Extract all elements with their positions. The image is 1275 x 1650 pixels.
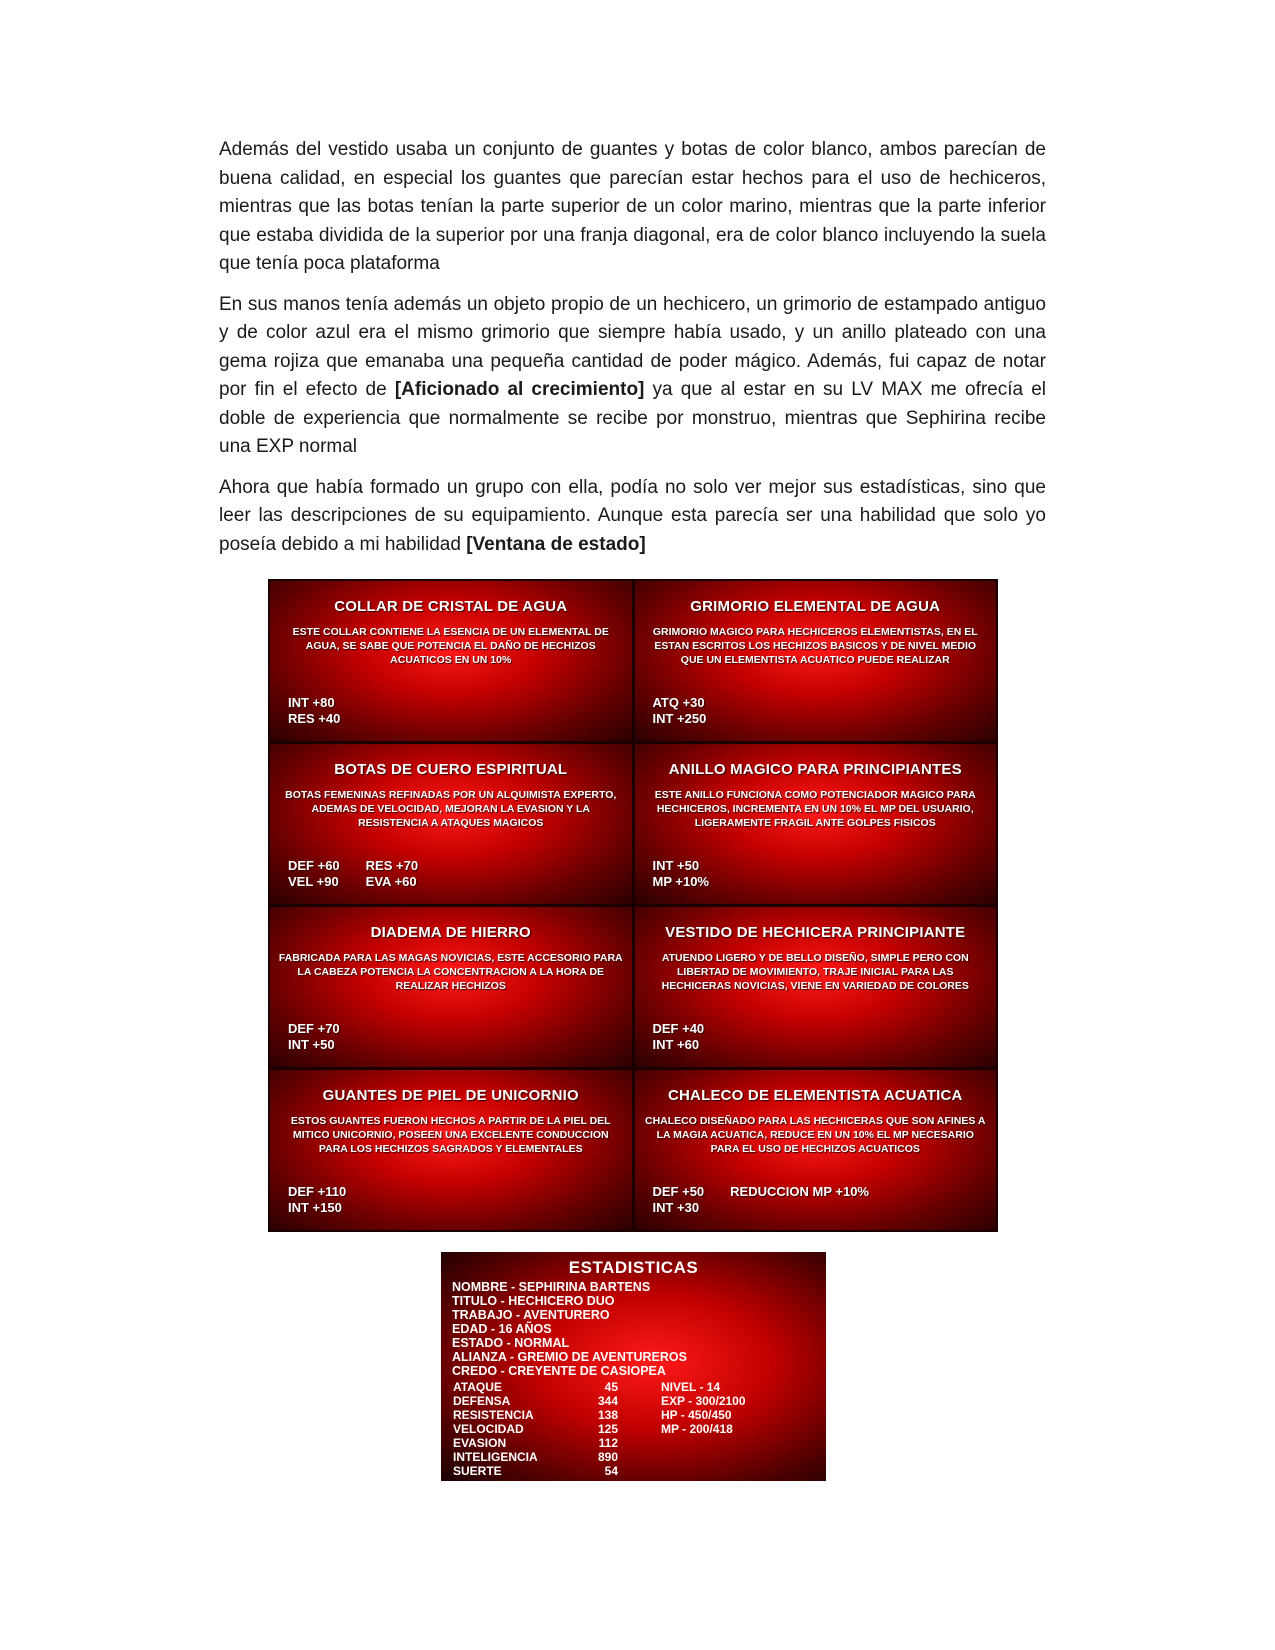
- equipment-title: COLLAR DE CRISTAL DE AGUA: [334, 598, 568, 615]
- equipment-stat: [730, 1200, 869, 1216]
- equipment-description: ESTE COLLAR CONTIENE LA ESENCIA DE UN ELEMENTAL DE AGUA, SE SABE QUE POTENCIA EL DAÑO DE HECHIZOS ACUATICOS EN UN 10%: [292, 626, 609, 666]
- equipment-stats: [653, 858, 710, 890]
- equipment-stat: DEF +70: [288, 1021, 340, 1036]
- equipment-card: [635, 1070, 997, 1230]
- stats-info-line: ESTADO - NORMAL: [452, 1336, 570, 1350]
- equipment-title: CHALECO DE ELEMENTISTA ACUATICA: [667, 1087, 963, 1104]
- paragraph: [219, 136, 1046, 279]
- equipment-stats: [653, 1184, 870, 1216]
- equipment-stat: ATQ +30: [652, 695, 705, 710]
- equipment-stat: DEF +110: [288, 1184, 347, 1199]
- text-run: En sus manos tenía además un objeto propio de un hechicero, un grimorio de estampado antiguo y de color azul era el mismo grimorio que siempre había usado, y un anillo plateado con una gema rojiza que emanaba una pequeña cantidad de poder mágico. Además, fui capaz de notar por fin el efecto de: [219, 293, 1046, 400]
- stats-info-line: EDAD - 16 AÑOS: [452, 1322, 552, 1336]
- stats-attribute-row: [453, 1408, 618, 1422]
- equipment-stat: DEF +40: [652, 1021, 705, 1036]
- equipment-stat: INT +150: [288, 1200, 342, 1215]
- attribute-value: 45: [604, 1380, 618, 1394]
- equipment-description: GRIMORIO MAGICO PARA HECHICEROS ELEMENTISTAS, EN EL ESTAN ESCRITOS LOS HECHIZOS BASICOS Y DE NIVEL MEDIO QUE UN ELEMENTISTA ACUATICO PUEDE REALIZAR: [652, 626, 978, 666]
- attribute-value: 125: [597, 1422, 618, 1436]
- equipment-stat: EVA +60: [365, 874, 417, 889]
- equipment-stats: [288, 1184, 346, 1216]
- stats-info-line: TRABAJO - AVENTURERO: [452, 1308, 610, 1322]
- equipment-title: BOTAS DE CUERO ESPIRITUAL: [334, 761, 568, 778]
- equipment-description: ESTOS GUANTES FUERON HECHOS A PARTIR DE LA PIEL DEL MITICO UNICORNIO, POSEEN UNA EXCELENTE CONDUCCION PARA LOS HECHIZOS SAGRADOS Y ELEMENTALES: [290, 1115, 611, 1155]
- attribute-name: EVASION: [453, 1436, 507, 1450]
- stats-level-line: HP - 450/450: [661, 1408, 732, 1422]
- stats-info-line: CREDO - CREYENTE DE CASIOPEA: [452, 1364, 666, 1378]
- equipment-stat: INT +50: [288, 1037, 335, 1052]
- equipment-stat: RES +40: [288, 711, 341, 726]
- equipment-title: DIADEMA DE HIERRO: [370, 924, 531, 941]
- equipment-card: [635, 744, 997, 904]
- text-run: ya que al estar en su LV MAX me ofrecía el doble de experiencia que normalmente se recibe por monstruo, mientras que Sephirina recibe una EXP normal: [219, 379, 1046, 457]
- stats-title: ESTADISTICAS: [568, 1258, 699, 1277]
- equipment-stat: INT +30: [652, 1200, 700, 1215]
- attribute-name: SUERTE: [453, 1464, 502, 1478]
- attribute-name: DEFENSA: [453, 1394, 511, 1408]
- equipment-stat: RES +70: [365, 858, 419, 873]
- equipment-card: [270, 1070, 632, 1230]
- equipment-title: ANILLO MAGICO PARA PRINCIPIANTES: [668, 761, 962, 778]
- paragraph: [219, 474, 1046, 560]
- stats-panel: [441, 1252, 826, 1481]
- equipment-stat: INT +50: [652, 858, 700, 873]
- equipment-stat: INT +80: [288, 695, 335, 710]
- equipment-title: GUANTES DE PIEL DE UNICORNIO: [322, 1087, 579, 1104]
- equipment-description: BOTAS FEMENINAS REFINADAS POR UN ALQUIMISTA EXPERTO, ADEMAS DE VELOCIDAD, MEJORAN LA EVASION Y LA RESISTENCIA A ATAQUES MAGICOS: [285, 789, 617, 829]
- attribute-value: 112: [598, 1436, 618, 1450]
- attribute-value: 54: [604, 1464, 618, 1478]
- equipment-description: ATUENDO LIGERO Y DE BELLO DISEÑO, SIMPLE PERO CON LIBERTAD DE MOVIMIENTO, TRAJE INICIAL PARA LAS HECHICERAS NOVICIAS, VIENE EN VARIEDAD DE COLORES: [661, 952, 969, 992]
- equipment-stat: DEF +50: [652, 1184, 705, 1199]
- stats-attribute-list: [453, 1380, 618, 1478]
- attribute-name: ATAQUE: [453, 1380, 502, 1394]
- stats-level-line: EXP - 300/2100: [661, 1394, 746, 1408]
- bold-phrase: [Ventana de estado]: [466, 533, 646, 555]
- attribute-value: 138: [597, 1408, 618, 1422]
- stats-attribute-row: [453, 1450, 618, 1464]
- bold-phrase: [Aficionado al crecimiento]: [394, 379, 645, 400]
- stats-attribute-row: [453, 1422, 618, 1436]
- equipment-title: GRIMORIO ELEMENTAL DE AGUA: [690, 598, 941, 615]
- equipment-stats: [653, 1021, 705, 1053]
- equipment-card: [635, 907, 997, 1067]
- equipment-stat: MP +10%: [652, 874, 709, 889]
- equipment-stats: [288, 695, 340, 727]
- equipment-stat: INT +250: [652, 711, 707, 726]
- equipment-stats: [288, 1021, 340, 1053]
- equipment-stat: REDUCCION MP +10%: [730, 1184, 869, 1199]
- equipment-card: [270, 907, 632, 1067]
- equipment-stats: [288, 858, 418, 890]
- equipment-card: [270, 744, 632, 904]
- text-run: Ahora que había formado un grupo con ella, podía no solo ver mejor sus estadísticas, sino que leer las descripciones de su equipamiento. Aunque esta parecía ser una habilidad que solo yo poseía debido a mi habilidad: [219, 476, 1046, 555]
- stats-info-list: [452, 1280, 687, 1378]
- attribute-value: 344: [597, 1394, 618, 1408]
- attribute-name: VELOCIDAD: [453, 1422, 524, 1436]
- equipment-grid: [268, 579, 998, 1232]
- stats-info-line: TITULO - HECHICERO DUO: [452, 1294, 615, 1308]
- equipment-stat: VEL +90: [288, 874, 339, 889]
- equipment-description: ESTE ANILLO FUNCIONA COMO POTENCIADOR MAGICO PARA HECHICEROS, INCREMENTA EN UN 10% EL MP DEL USUARIO, LIGERAMENTE FRAGIL ANTE GOLPES FISICOS: [654, 789, 976, 829]
- equipment-description: CHALECO DISEÑADO PARA LAS HECHICERAS QUE SON AFINES A LA MAGIA ACUATICA, REDUCE EN UN 10% EL MP NECESARIO PARA EL USO DE HECHIZOS ACUATICOS: [645, 1115, 986, 1155]
- stats-attribute-row: [453, 1436, 618, 1450]
- equipment-description: FABRICADA PARA LAS MAGAS NOVICIAS, ESTE ACCESORIO PARA LA CABEZA POTENCIA LA CONCENTRACION A LA HORA DE REALIZAR HECHIZOS: [278, 952, 623, 992]
- equipment-stat: INT +60: [652, 1037, 700, 1052]
- attribute-name: RESISTENCIA: [453, 1408, 534, 1422]
- stats-level-list: [661, 1380, 746, 1436]
- text-run: Además del vestido usaba un conjunto de guantes y botas de color blanco, ambos parecían de buena calidad, en especial los guantes que parecían estar hechos para el uso de hechiceros, mientras que las botas tenían la parte superior de un color marino, mientras que la parte inferior que estaba dividida de la superior por una franja diagonal, era de color blanco incluyendo la suela que tenía poca plataforma: [219, 139, 1046, 274]
- stats-attribute-row: [453, 1394, 618, 1408]
- attribute-value: 890: [597, 1450, 618, 1464]
- stats-info-line: NOMBRE - SEPHIRINA BARTENS: [452, 1280, 651, 1294]
- equipment-stats: [653, 695, 707, 727]
- equipment-card: [635, 581, 997, 741]
- paragraph: [219, 291, 1046, 462]
- stats-info-line: ALIANZA - GREMIO DE AVENTUREROS: [452, 1350, 687, 1364]
- equipment-card: [270, 581, 632, 741]
- stats-level-line: NIVEL - 14: [661, 1380, 721, 1394]
- attribute-name: INTELIGENCIA: [453, 1450, 538, 1464]
- stats-level-line: MP - 200/418: [661, 1422, 733, 1436]
- equipment-stat: DEF +60: [288, 858, 340, 873]
- stats-attribute-row: [453, 1380, 618, 1394]
- story-text: [219, 136, 1046, 571]
- stats-attribute-row: [453, 1464, 618, 1478]
- equipment-title: VESTIDO DE HECHICERA PRINCIPIANTE: [665, 924, 966, 941]
